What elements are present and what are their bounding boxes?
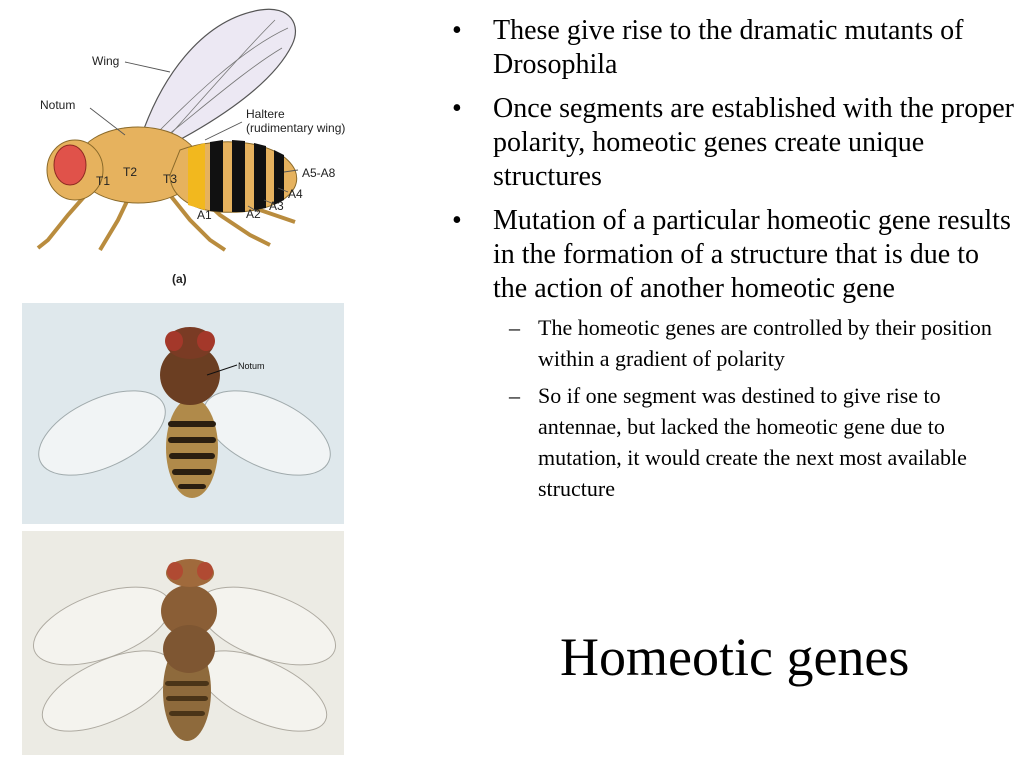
label-a2: A2	[246, 207, 261, 221]
bullet-item-text: Mutation of a particular homeotic gene results in the formation of a structure that is due to the action of another homeotic gene	[493, 205, 1011, 304]
label-wing: Wing	[92, 54, 120, 68]
bullet-item-with-subitems	[452, 204, 1017, 504]
sub-bullet-item: – The homeotic genes are controlled by their position within a gradient of polarity	[505, 312, 1017, 374]
label-a3: A3	[269, 199, 284, 213]
bullet-item: • These give rise to the dramatic mutants of Drosophila	[452, 14, 1017, 82]
slide-title: Homeotic genes	[560, 627, 910, 687]
fly-segment-diagram	[20, 0, 380, 295]
eye-shape	[54, 145, 86, 185]
bullet-item: • Once segments are established with the proper polarity, homeotic genes create unique structures	[452, 92, 1017, 194]
diagram-caption: (a)	[172, 272, 187, 286]
fly-diagram-svg	[20, 0, 380, 295]
label-t2: T2	[123, 165, 138, 179]
wildtype-fly-photo	[22, 303, 344, 524]
label-a1: A1	[197, 208, 212, 222]
label-a5-a8: A5-A8	[302, 166, 336, 180]
label-t1: T1	[96, 174, 111, 188]
sub-bullet-item: – So if one segment was destined to give rise to antennae, but lacked the homeotic gene due to mutation, it would create the next most available structure	[505, 380, 1017, 504]
label-t3: T3	[163, 172, 178, 186]
label-a4: A4	[288, 187, 303, 201]
bullet-list	[452, 14, 1017, 514]
label-haltere: Haltere	[246, 107, 285, 121]
label-haltere-sub: (rudimentary wing)	[246, 121, 346, 135]
sub-bullet-list	[493, 312, 1017, 504]
label-notum: Notum	[40, 98, 76, 112]
bithorax-mutant-fly-photo	[22, 531, 344, 755]
photo-label-notum: Notum	[238, 361, 265, 371]
